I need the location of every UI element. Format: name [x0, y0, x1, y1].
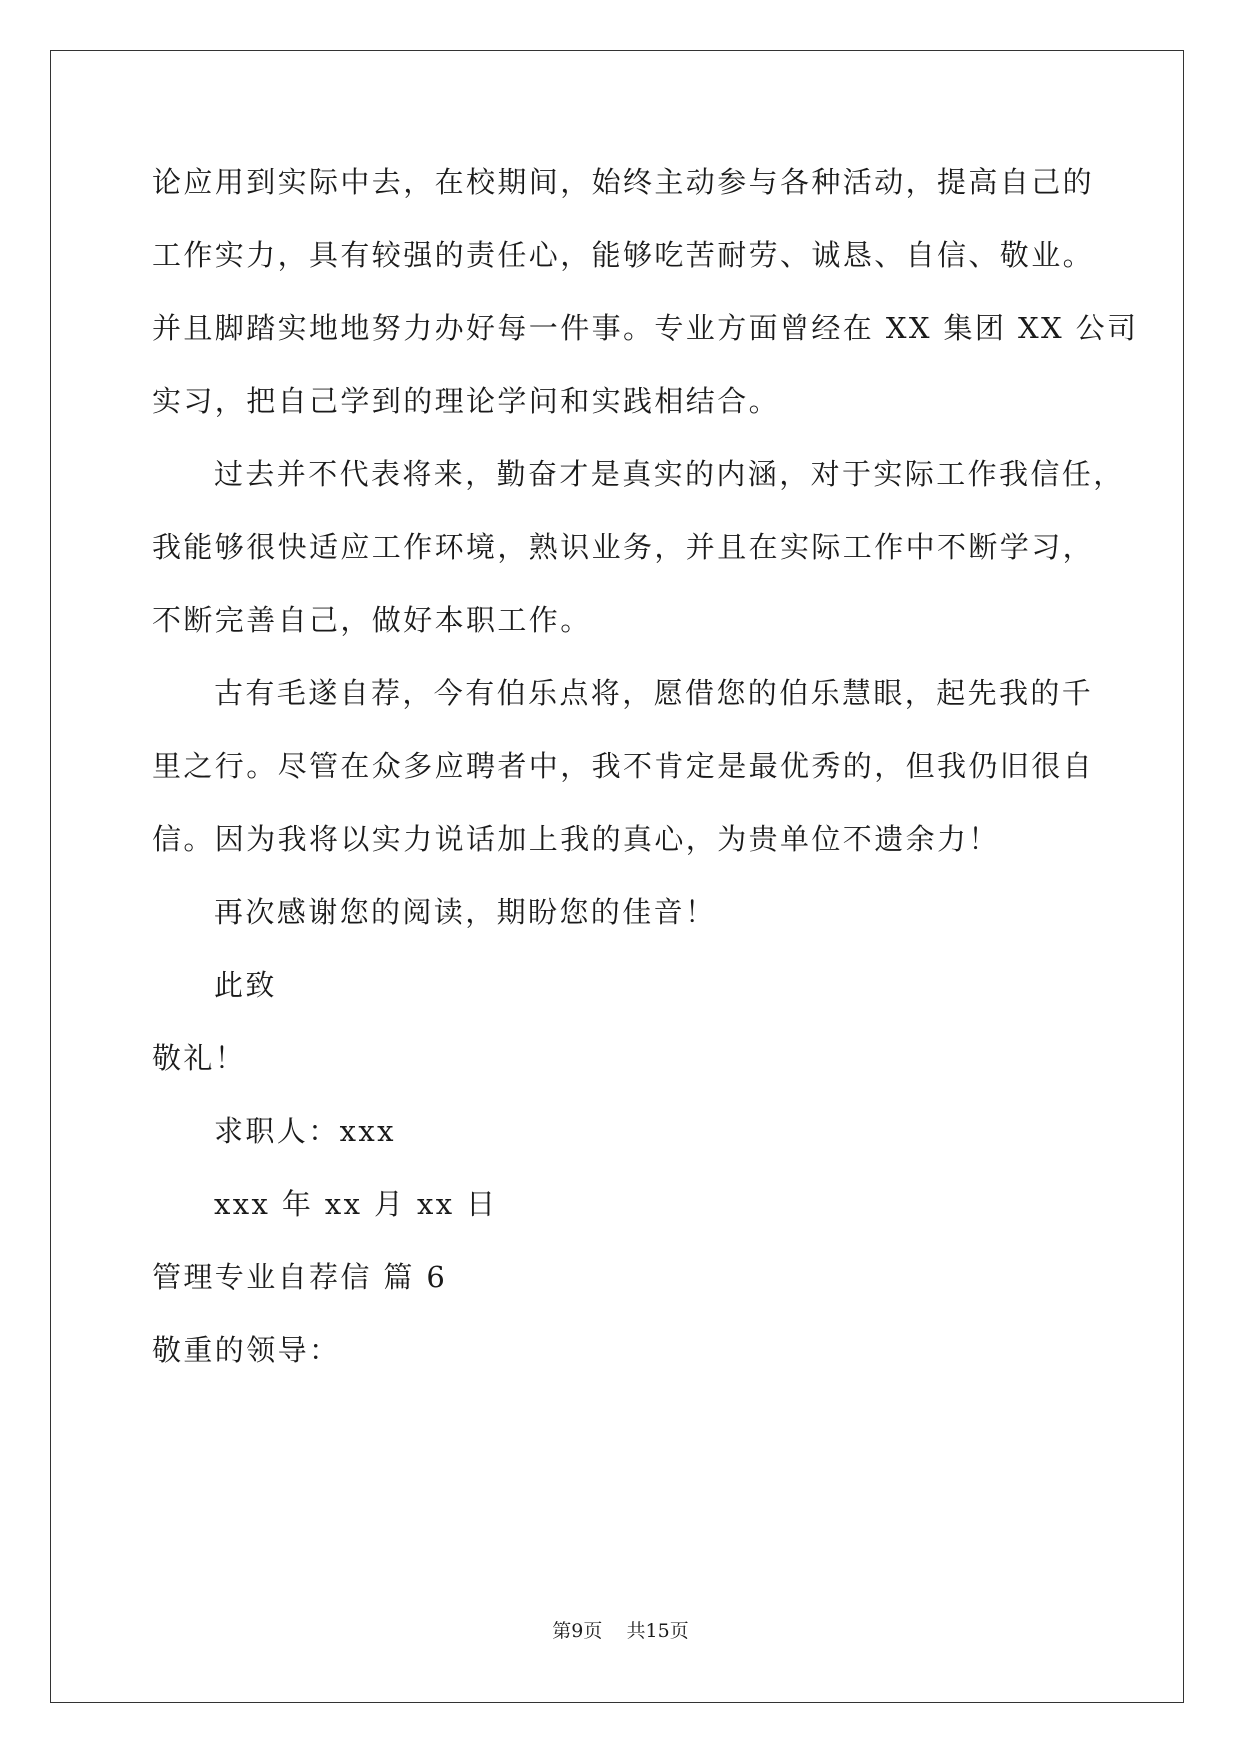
paragraph-line: 并且脚踏实地地努力办好每一件事。专业方面曾经在 XX 集团 XX 公司 — [152, 311, 1139, 345]
paragraph-line: 里之行。尽管在众多应聘者中，我不肯定是最优秀的，但我仍旧很自 — [152, 749, 1095, 783]
footer-spacer — [602, 1620, 626, 1642]
letter-greeting: 敬重的领导： — [152, 1333, 341, 1367]
section-heading: 管理专业自荐信 篇 6 — [152, 1260, 448, 1294]
paragraph-line: 再次感谢您的阅读，期盼您的佳音！ — [214, 895, 717, 929]
paragraph-line: 论应用到实际中去，在校期间，始终主动参与各种活动，提高自己的 — [152, 165, 1095, 199]
paragraph-line: 不断完善自己，做好本职工作。 — [152, 603, 592, 637]
applicant-signature: 求职人：xxx — [214, 1114, 396, 1148]
paragraph-line: 工作实力，具有较强的责任心，能够吃苦耐劳、诚恳、自信、敬业。 — [152, 238, 1095, 272]
paragraph-line: 信。因为我将以实力说话加上我的真心，为贵单位不遗余力！ — [152, 822, 1000, 856]
closing-salutation: 此致 — [214, 968, 277, 1002]
total-pages: 15 — [645, 1620, 670, 1642]
page-label-suffix: 页 — [583, 1620, 603, 1642]
total-label-suffix: 页 — [669, 1620, 689, 1642]
paragraph-line: 我能够很快适应工作环境，熟识业务，并且在实际工作中不断学习， — [152, 530, 1095, 564]
page-footer — [0, 1619, 1241, 1643]
paragraph-line: 过去并不代表将来，勤奋才是真实的内涵，对于实际工作我信任， — [214, 457, 1125, 491]
paragraph-line: 古有毛遂自荐，今有伯乐点将，愿借您的伯乐慧眼，起先我的千 — [214, 676, 1094, 710]
page-number: 9 — [571, 1620, 584, 1642]
page-frame — [50, 50, 1184, 1703]
closing-regards: 敬礼！ — [152, 1041, 247, 1075]
letter-date: xxx 年 xx 月 xx 日 — [214, 1187, 498, 1221]
page-label-prefix: 第 — [552, 1620, 572, 1642]
total-label-prefix: 共 — [626, 1620, 646, 1642]
paragraph-line: 实习，把自己学到的理论学问和实践相结合。 — [152, 384, 781, 418]
